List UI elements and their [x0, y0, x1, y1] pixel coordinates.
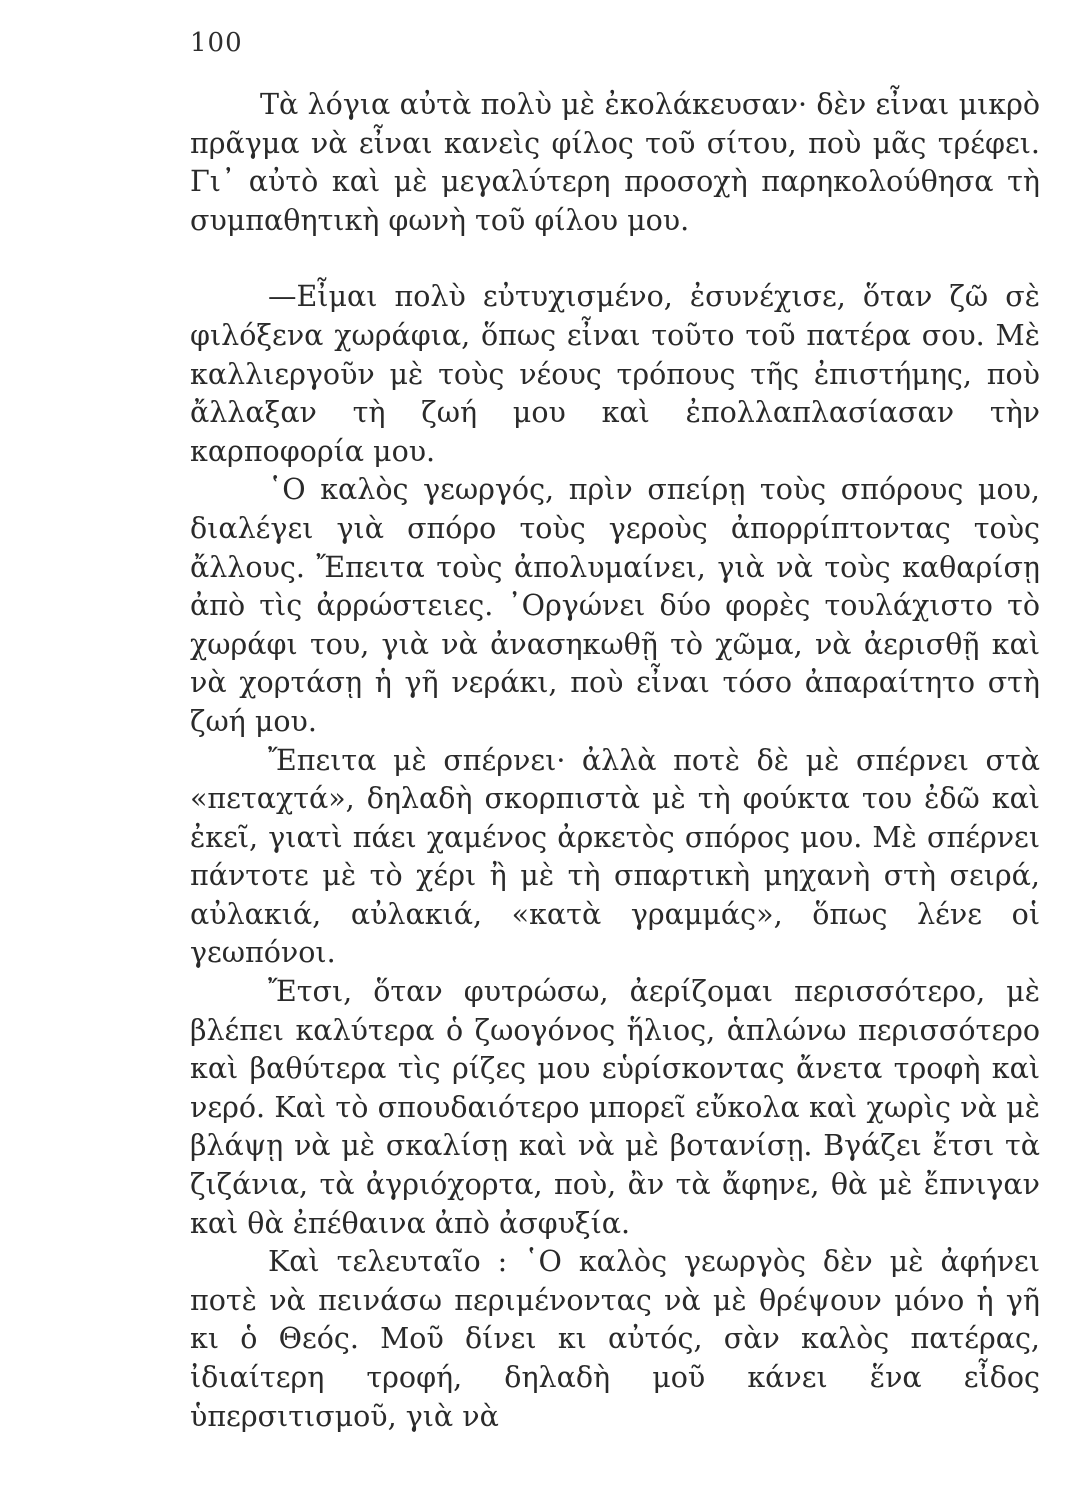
- paragraph: Ἔτσι, ὅταν φυτρώσω, ἀερίζομαι περισσότερο, μὲ βλέπει καλύτερα ὁ ζωογόνος ἥλιος, ἁπλώνω περισσότερο καὶ βαθύτερα τὶς ρίζες μου εὑρίσκοντας ἄνετα τροφὴ καὶ νερό. Καὶ τὸ σπουδαιότερο μπορεῖ εὔκολα καὶ χωρὶς νὰ μὲ βλάψῃ νὰ μὲ σκαλίσῃ καὶ νὰ μὲ βοτανίσῃ. Βγάζει ἔτσι τὰ ζιζάνια, τὰ ἀγριόχορτα, ποὺ, ἂν τὰ ἄφηνε, θὰ μὲ ἔπνιγαν καὶ θὰ ἐπέθαινα ἀπὸ ἀσφυξία.: [190, 975, 1040, 1240]
- paragraph: Τὰ λόγια αὐτὰ πολὺ μὲ ἐκολάκευσαν· δὲν εἶναι μικρὸ πρᾶγμα νὰ εἶναι κανεὶς φίλος τοῦ σίτου, ποὺ μᾶς τρέφει. Γι᾿ αὐτὸ καὶ μὲ μεγαλύτερη προσοχὴ παρηκολούθησα τὴ συμπαθητικὴ φωνὴ τοῦ φίλου μου.: [190, 88, 1040, 237]
- paragraph: Καὶ τελευταῖο : ῾Ο καλὸς γεωργὸς δὲν μὲ ἀφήνει ποτὲ νὰ πεινάσω περιμένοντας νὰ μὲ θρέψουν μόνο ἡ γῆ κι ὁ Θεός. Μοῦ δίνει κι αὐτός, σὰν καλὸς πατέρας, ἰδιαίτερη τροφή, δηλαδὴ μοῦ κάνει ἕνα εἶδος ὑπερσιτισμοῦ, γιὰ νὰ: [190, 1245, 1040, 1433]
- paragraph: Ἔπειτα μὲ σπέρνει· ἀλλὰ ποτὲ δὲ μὲ σπέρνει στὰ «πεταχτά», δηλαδὴ σκορπιστὰ μὲ τὴ φούκτα του ἐδῶ καὶ ἐκεῖ, γιατὶ πάει χαμένος ἀρκετὸς σπόρος μου. Μὲ σπέρνει πάντοτε μὲ τὸ χέρι ἢ μὲ τὴ σπαρτικὴ μηχανὴ στὴ σειρά, αὐλακιά, αὐλακιά, «κατὰ γραμμάς», ὅπως λένε οἱ γεωπόνοι.: [190, 743, 1040, 970]
- page-number: 100: [190, 28, 243, 58]
- paragraph: ῾Ο καλὸς γεωργός, πρὶν σπείρῃ τοὺς σπόρους μου, διαλέγει γιὰ σπόρο τοὺς γεροὺς ἀπορρίπτοντας τοὺς ἄλλους. Ἔπειτα τοὺς ἀπολυμαίνει, γιὰ νὰ τοὺς καθαρίσῃ ἀπὸ τὶς ἀρρώστειες. ᾿Οργώνει δύο φορὲς τουλάχιστο τὸ χωράφι του, γιὰ νὰ ἀνασηκωθῇ τὸ χῶμα, νὰ ἀερισθῇ καὶ νὰ χορτάσῃ ἡ γῆ νεράκι, ποὺ εἶναι τόσο ἀπαραίτητο στὴ ζωή μου.: [190, 473, 1040, 738]
- paragraph: —Εἶμαι πολὺ εὐτυχισμένο, ἐσυνέχισε, ὅταν ζῶ σὲ φιλόξενα χωράφια, ὅπως εἶναι τοῦτο τοῦ πατέρα σου. Μὲ καλλιεργοῦν μὲ τοὺς νέους τρόπους τῆς ἐπιστήμης, ποὺ ἄλλαξαν τὴ ζωή μου καὶ ἐπολλαπλασίασαν τὴν καρποφορία μου.: [190, 280, 1040, 468]
- page-body: [190, 86, 1040, 1436]
